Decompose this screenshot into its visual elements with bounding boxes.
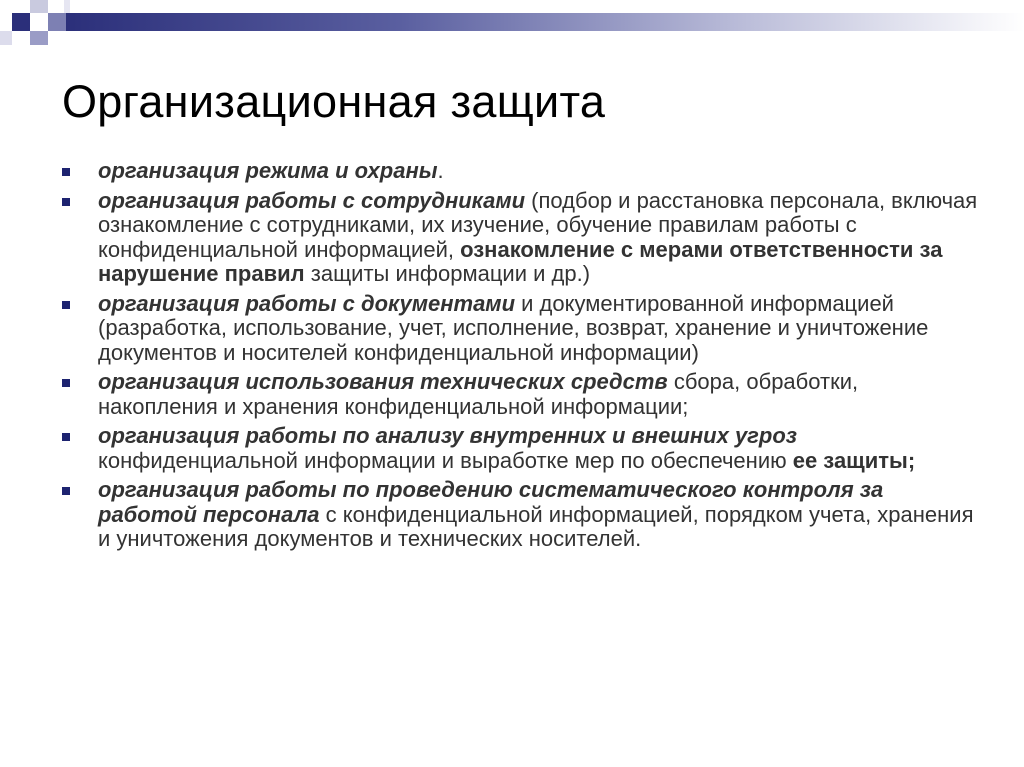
slide-title: Организационная защита <box>62 76 606 127</box>
item-text: сбора, обработки, накопления и хранения конфиденциальной информации; <box>98 369 859 419</box>
square-bullet-icon <box>62 168 70 176</box>
bullet-item-documents <box>62 292 982 366</box>
square-bullet-icon <box>62 301 70 309</box>
item-text: и документированной информацией (разработка, использование, учет, исполнение, возврат, хранение и уничтожение документов и носителей конфиденциальной информации) <box>98 290 929 365</box>
item-emphasis: организация работы по проведению систематического контроля за работой персонала <box>98 477 884 527</box>
header-squares-ornament <box>0 0 70 50</box>
bullet-item-staff <box>62 189 982 287</box>
square-bullet-icon <box>62 433 70 441</box>
item-text: конфиденциальной информации и выработке мер по обеспечению <box>98 447 793 473</box>
item-emphasis: организация работы с сотрудниками <box>98 187 526 213</box>
item-emphasis: организация использования технических средств <box>98 369 668 394</box>
bullet-item-technical-means <box>62 370 982 419</box>
bullet-item-threat-analysis <box>62 424 982 473</box>
item-text: (подбор и расстановка персонала, включая ознакомление с сотрудниками, их изучение, обучение правилам работы с конфиденциальной информацией, <box>98 187 978 262</box>
bullet-item-guard-regime <box>62 159 982 184</box>
bullet-list <box>62 159 982 557</box>
square-bullet-icon <box>62 487 70 495</box>
bullet-item-staff-control <box>62 478 982 552</box>
header-decoration <box>0 0 1024 44</box>
square-bullet-icon <box>62 198 70 206</box>
item-emphasis: организация режима и охраны <box>98 158 438 183</box>
item-emphasis: организация работы по анализу внутренних и внешних угроз <box>98 423 798 448</box>
square-bullet-icon <box>62 379 70 387</box>
item-emphasis: организация работы с документами <box>98 290 516 316</box>
item-bold: ознакомление с мерами ответственности за нарушение правил <box>98 236 943 286</box>
item-tail: защиты информации и др.) <box>304 261 591 286</box>
item-bold: ее защиты; <box>792 447 916 473</box>
item-text: . <box>437 158 444 183</box>
item-text: с конфиденциальной информацией, порядком учета, хранения и уничтожения документов и технических носителей. <box>98 501 974 551</box>
header-gradient-bar <box>64 13 1024 31</box>
